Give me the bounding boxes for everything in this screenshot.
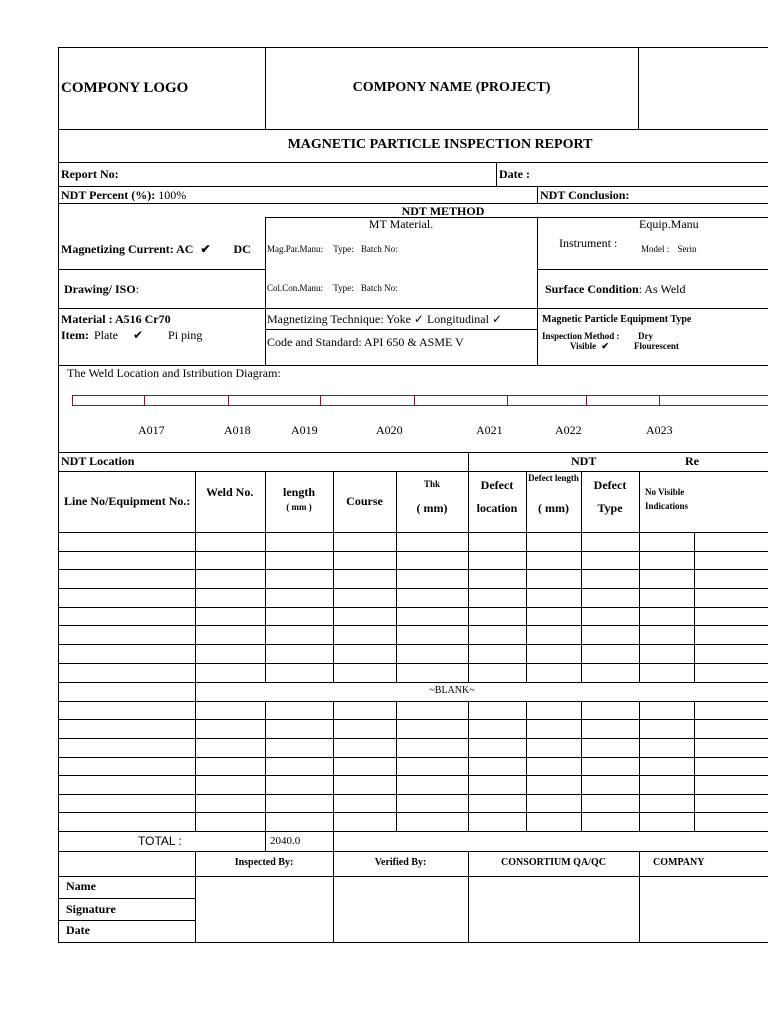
surface-condition: Surface Condition: As Weld bbox=[545, 282, 686, 296]
ndt-percent: NDT Percent (%): 100% bbox=[61, 188, 187, 202]
ndt-method-label: NDT METHOD bbox=[401, 204, 485, 218]
date-signoff-label: Date bbox=[66, 923, 90, 937]
report-no-label: Report No: bbox=[61, 167, 119, 181]
col-defect-length: Defect length bbox=[528, 473, 579, 483]
visible-label: Visible ✔ bbox=[570, 341, 609, 351]
diagram-label: A018 bbox=[224, 423, 251, 437]
mt-material-label: MT Material. bbox=[368, 217, 434, 231]
plate-check-icon: ✔ bbox=[132, 328, 144, 342]
diagram-label: A019 bbox=[291, 423, 318, 437]
drawing-iso: Drawing/ ISO: bbox=[64, 282, 140, 296]
header-bottom-line bbox=[58, 129, 768, 130]
weld-diagram-bar bbox=[72, 395, 768, 406]
header-divider-2 bbox=[638, 47, 639, 129]
name-label: Name bbox=[66, 879, 96, 893]
col-length-unit: ( mm ) bbox=[286, 502, 312, 512]
diagram-label: A021 bbox=[476, 423, 503, 437]
inspection-method-label: Inspection Method : bbox=[542, 331, 620, 341]
flourescent-label: Flourescent bbox=[634, 341, 679, 351]
col-length: length bbox=[282, 485, 315, 499]
material-label: Material : A516 Cr70 bbox=[61, 312, 171, 326]
col-weld-no: Weld No. bbox=[206, 485, 254, 499]
dry-label: Dry bbox=[638, 331, 653, 341]
diagram-label: A020 bbox=[376, 423, 403, 437]
mag-par-manu: Mag.Par.Manu: Type: Batch No: bbox=[267, 244, 398, 254]
col-defect-length-unit: ( mm) bbox=[538, 501, 569, 515]
report-page bbox=[58, 47, 768, 943]
signature-label: Signature bbox=[66, 902, 116, 916]
magnetizing-technique: Magnetizing Technique: Yoke ✓ Longitudinal ✓ bbox=[267, 312, 503, 326]
results-header: Re bbox=[685, 454, 699, 468]
blank-row-label: ~BLANK~ bbox=[429, 685, 475, 696]
ac-check-icon: ✔ bbox=[200, 242, 211, 256]
company-signoff-label: COMPANY bbox=[653, 857, 705, 868]
diagram-title: The Weld Location and Istribution Diagram: bbox=[67, 366, 281, 380]
top-border bbox=[58, 47, 768, 48]
total-label: TOTAL : bbox=[138, 834, 182, 848]
col-con-manu: Col.Con.Manu: Type: Batch No: bbox=[267, 283, 398, 293]
ndt-conclusion-label: NDT Conclusion: bbox=[540, 188, 630, 202]
date-label: Date : bbox=[499, 167, 530, 181]
col-defect-2: Defect bbox=[593, 478, 627, 492]
item-row: Item: Plate ✔ Pi ping bbox=[61, 328, 203, 342]
col-location: location bbox=[476, 501, 518, 515]
diagram-label: A022 bbox=[555, 423, 582, 437]
col-indications: Indications bbox=[645, 501, 689, 511]
verified-by-label: Verified By: bbox=[374, 857, 427, 868]
inspected-by-label: Inspected By: bbox=[234, 857, 294, 868]
report-title: MAGNETIC PARTICLE INSPECTION REPORT bbox=[287, 137, 593, 152]
diagram-label: A017 bbox=[138, 423, 165, 437]
col-type: Type bbox=[597, 501, 623, 515]
mp-equipment-type: Magnetic Particle Equipment Type bbox=[542, 314, 692, 325]
company-logo: COMPONY LOGO bbox=[61, 80, 189, 96]
col-defect: Defect bbox=[480, 478, 514, 492]
col-thk: Thk bbox=[423, 479, 440, 489]
col-no-visible: No Visible bbox=[645, 487, 685, 497]
col-thk-unit: ( mm) bbox=[416, 501, 448, 515]
magnetizing-current: Magnetizing Current: AC ✔ DC bbox=[61, 242, 251, 256]
ndt-header: NDT bbox=[571, 454, 597, 468]
col-line-no: Line No/Equipment No.: bbox=[64, 494, 191, 508]
company-name: COMPONY NAME (PROJECT) bbox=[352, 80, 551, 95]
diagram-label: A023 bbox=[646, 423, 673, 437]
total-value: 2040.0 bbox=[270, 835, 301, 847]
ndt-location-label: NDT Location bbox=[61, 454, 135, 468]
left-border bbox=[58, 47, 59, 943]
model-label: Model : Serin bbox=[641, 244, 697, 254]
visible-check-icon: ✔ bbox=[601, 341, 609, 351]
code-standard: Code and Standard: API 650 & ASME V bbox=[267, 335, 464, 349]
consortium-label: CONSORTIUM QA/QC bbox=[501, 857, 606, 868]
col-course: Course bbox=[346, 494, 383, 508]
instrument-label: Instrument : bbox=[559, 236, 618, 250]
equip-manu-label: Equip.Manu bbox=[639, 217, 699, 231]
